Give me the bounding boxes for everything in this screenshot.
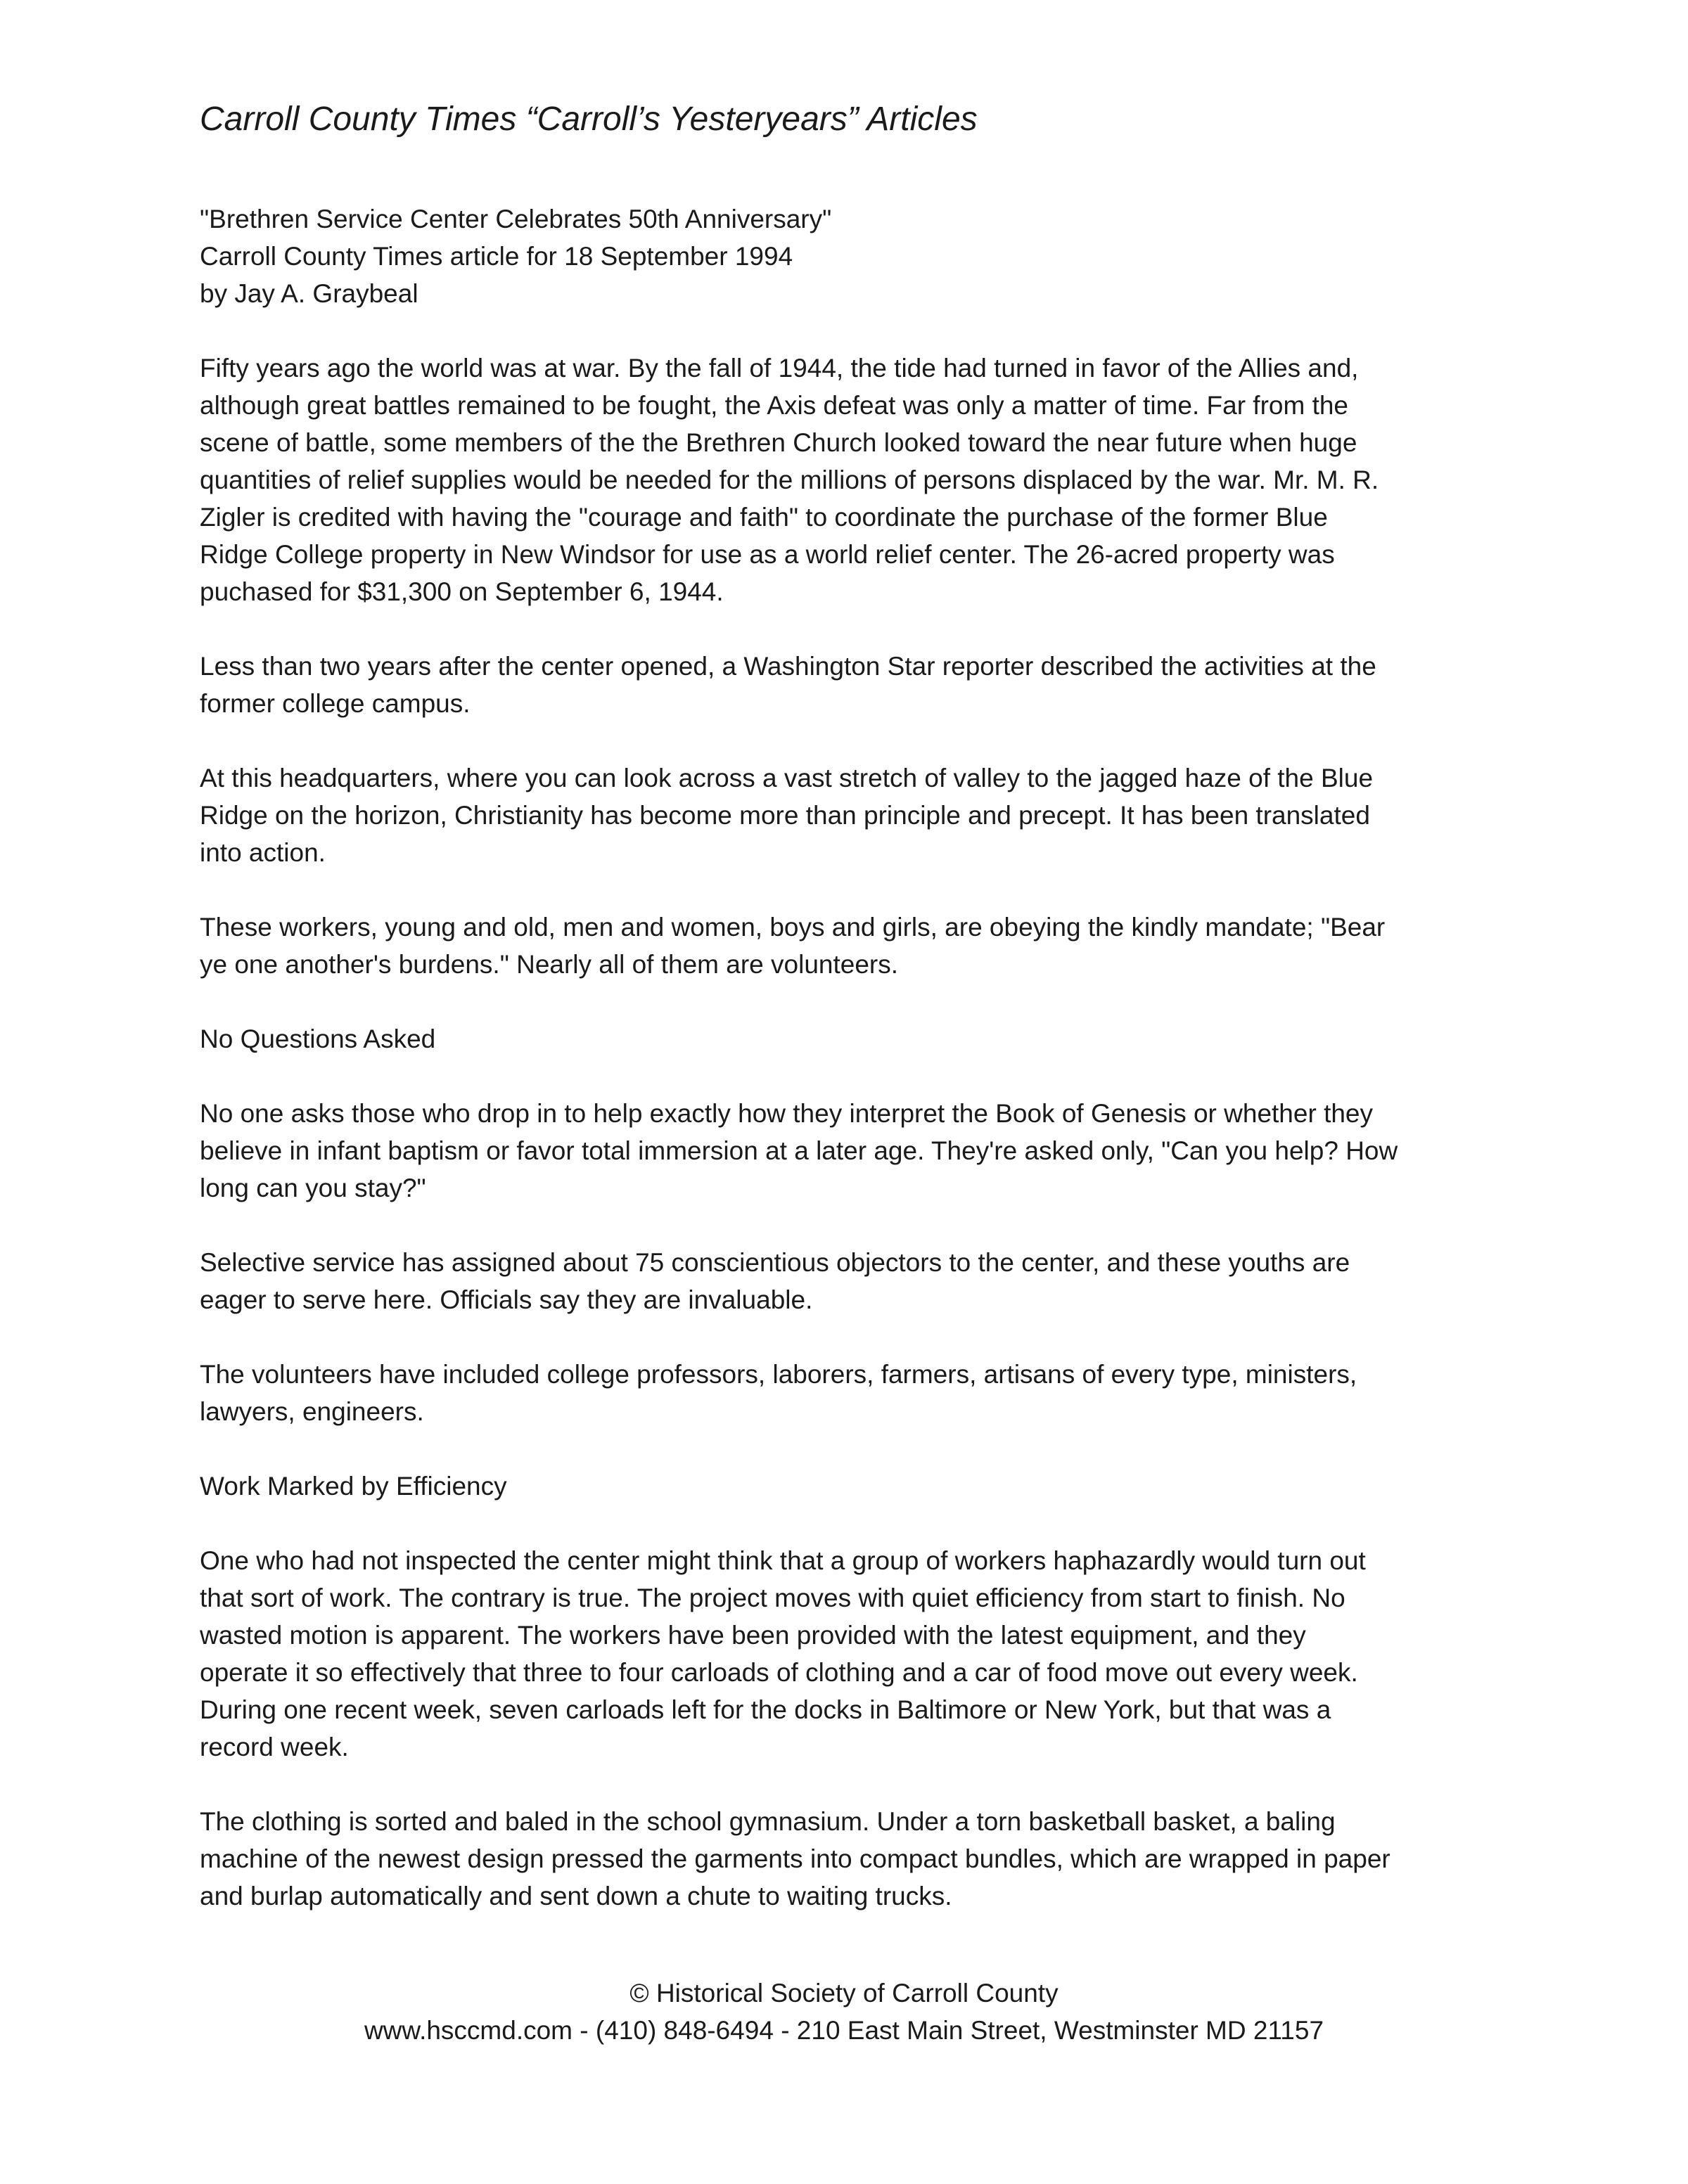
paragraph-line: ye one another's burdens." Nearly all of them are volunteers.: [200, 950, 899, 979]
paragraph-line: During one recent week, seven carloads left for the docks in Baltimore or New York, but that was a: [200, 1695, 1331, 1724]
paragraph-line: Zigler is credited with having the "courage and faith" to coordinate the purchase of the former Blue: [200, 503, 1328, 532]
article-body: [200, 200, 1508, 1952]
paragraph-line: long can you stay?": [200, 1174, 426, 1202]
page-footer: [0, 1974, 1688, 2049]
paragraph-line: that sort of work. The contrary is true. The project moves with quiet efficiency from start to finish. No: [200, 1584, 1345, 1612]
footer-contact: www.hsccmd.com - (410) 848-6494 - 210 East Main Street, Westminster MD 21157: [364, 2016, 1324, 2045]
paragraph-line: One who had not inspected the center might think that a group of workers haphazardly would turn out: [200, 1546, 1366, 1575]
paragraph: [200, 1803, 1508, 1915]
paragraph-line: scene of battle, some members of the the Brethren Church looked toward the near future when huge: [200, 428, 1357, 457]
article-meta: [200, 200, 1508, 312]
paragraph-line: operate it so effectively that three to four carloads of clothing and a car of food move out every week.: [200, 1658, 1358, 1687]
paragraph-line: quantities of relief supplies would be needed for the millions of persons displaced by the war. Mr. M. R.: [200, 465, 1379, 494]
paragraph-line: The clothing is sorted and baled in the school gymnasium. Under a torn basketball basket, a baling: [200, 1807, 1336, 1836]
paragraph: [200, 759, 1508, 871]
paragraph-line: former college campus.: [200, 689, 471, 718]
paragraph: [200, 1356, 1508, 1430]
paragraph-line: lawyers, engineers.: [200, 1397, 424, 1426]
paragraph-line: These workers, young and old, men and women, boys and girls, are obeying the kindly mandate; "Bear: [200, 913, 1386, 942]
paragraph-line: No one asks those who drop in to help exactly how they interpret the Book of Genesis or whether they: [200, 1099, 1373, 1128]
paragraph-line: Fifty years ago the world was at war. By the fall of 1944, the tide had turned in favor of the Allies and,: [200, 354, 1359, 383]
section-heading-text: No Questions Asked: [200, 1024, 436, 1053]
paragraph: [200, 908, 1508, 983]
paragraph: [200, 1244, 1508, 1318]
footer-copyright: © Historical Society of Carroll County: [629, 1979, 1059, 2008]
paragraph-line: into action.: [200, 838, 326, 867]
paragraph-line: puchased for $31,300 on September 6, 1944.: [200, 577, 724, 606]
section-heading-text: Work Marked by Efficiency: [200, 1472, 507, 1501]
paragraph-line: and burlap automatically and sent down a chute to waiting trucks.: [200, 1882, 952, 1910]
article-byline: by Jay A. Graybeal: [200, 279, 418, 308]
paragraph-line: Ridge College property in New Windsor for use as a world relief center. The 26-acred property was: [200, 540, 1335, 569]
article-headline: "Brethren Service Center Celebrates 50th Anniversary": [200, 205, 832, 233]
paragraph: [200, 1095, 1508, 1207]
paragraph-line: eager to serve here. Officials say they are invaluable.: [200, 1285, 813, 1314]
paragraph: [200, 648, 1508, 722]
article-publication: Carroll County Times article for 18 September 1994: [200, 242, 793, 271]
section-heading: [200, 1467, 1508, 1505]
paragraph-line: Less than two years after the center opened, a Washington Star reporter described the activities at the: [200, 652, 1376, 681]
paragraph-line: believe in infant baptism or favor total immersion at a later age. They're asked only, "Can you help? How: [200, 1136, 1398, 1165]
paragraph-line: machine of the newest design pressed the garments into compact bundles, which are wrapped in paper: [200, 1844, 1390, 1873]
paragraph-line: Selective service has assigned about 75 conscientious objectors to the center, and these youths are: [200, 1248, 1350, 1277]
paragraph-line: The volunteers have included college professors, laborers, farmers, artisans of every type, ministers,: [200, 1360, 1357, 1389]
paragraph: [200, 349, 1508, 610]
paragraph-line: wasted motion is apparent. The workers have been provided with the latest equipment, and they: [200, 1621, 1306, 1650]
paragraph-line: although great battles remained to be fought, the Axis defeat was only a matter of time. Far from the: [200, 391, 1349, 420]
paragraph: [200, 1542, 1508, 1766]
paragraph-line: At this headquarters, where you can look across a vast stretch of valley to the jagged haze of the Blue: [200, 764, 1374, 792]
paragraph-line: Ridge on the horizon, Christianity has become more than principle and precept. It has been translated: [200, 801, 1370, 830]
page-header-title: Carroll County Times “Carroll’s Yesteryears” Articles: [200, 101, 978, 138]
section-heading: [200, 1020, 1508, 1058]
paragraph-line: record week.: [200, 1733, 349, 1761]
